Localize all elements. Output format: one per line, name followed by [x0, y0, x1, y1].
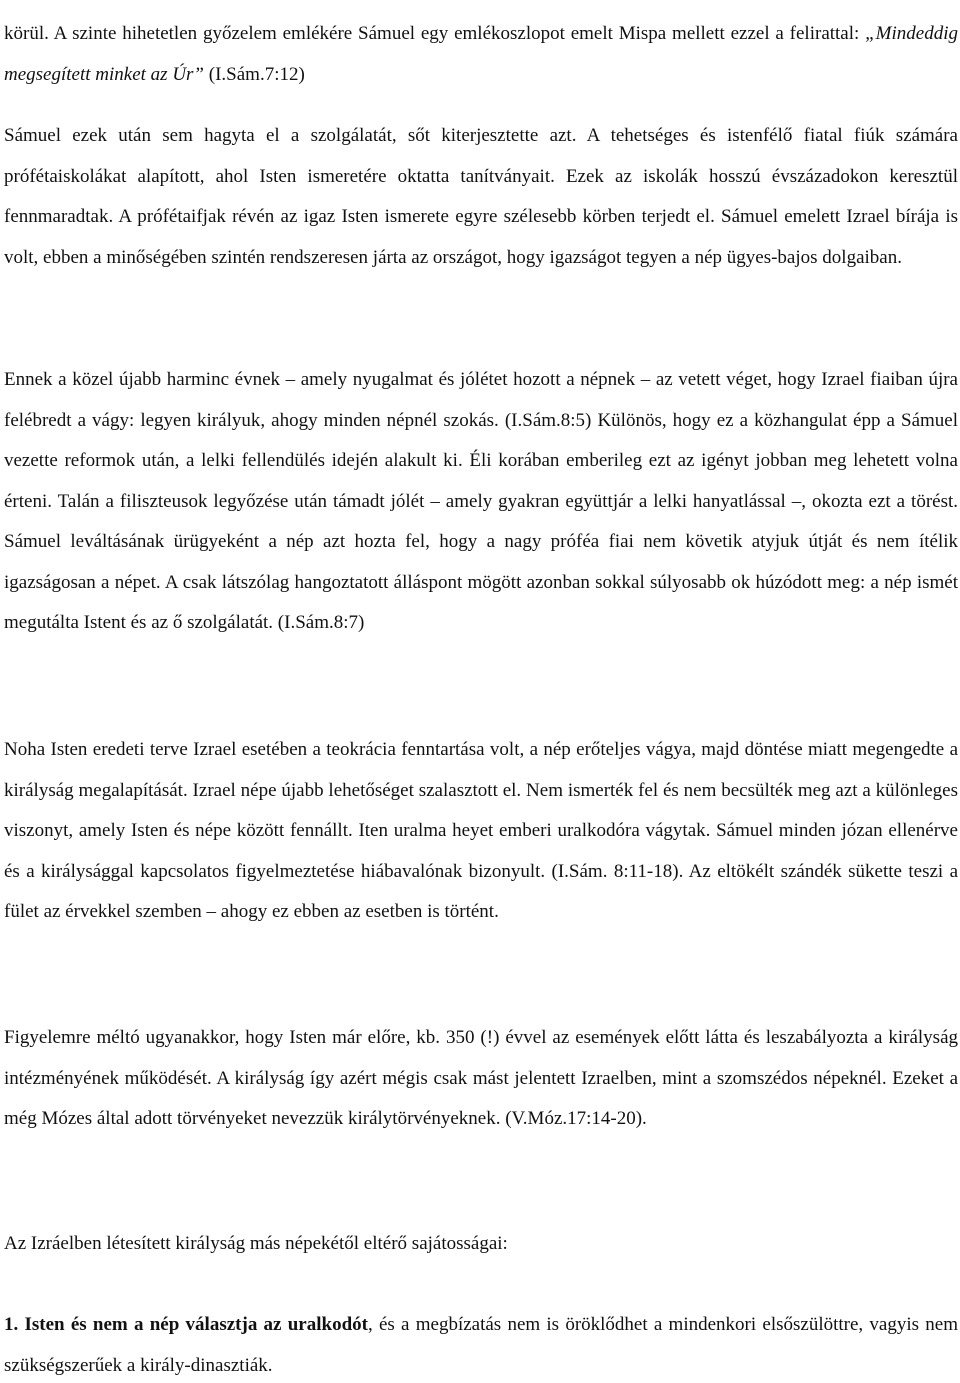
- paragraph-1-quote: „Mindeddig megsegített minket az Úr”: [4, 23, 958, 85]
- paragraph-1-reference: (I.Sám.7:12): [208, 63, 305, 85]
- paragraph-7-text: , és a megbízatás nem is öröklődhet a mindenkori elsőszülöttre, vagyis nem szükségszerűek a király-dinasztiák.: [4, 1314, 958, 1376]
- paragraph-2: Sámuel ezek után sem hagyta el a szolgálatát, sőt kiterjesztette azt. A tehetséges és istenfélő fiatal fiúk számára prófétaiskolákat alapított, ahol Isten ismeretére oktatta tanítványait. Ezek az iskolák hosszú évszázadokon keresztül fennmaradtak. A prófétaifjak révén az igaz Isten ismerete egyre szélesebb körben terjedt el. Sámuel emelett Izrael bírája is volt, ebben a minőségében szintén rendszeresen járta az országot, hogy igazságot tegyen a nép ügyes-bajos dolgaiban.: [4, 125, 958, 268]
- document-page: [4, 0, 958, 1383]
- paragraph-5: Figyelemre méltó ugyanakkor, hogy Isten már előre, kb. 350 (!) évvel az események előtt látta és leszabályozta a királyság intézményének működését. A királyság így azért mégis csak mást jelentett Izraelben, mint a szomszédos népeknél. Ezeket a még Mózes által adott törvényeket nevezzük királytörvényeknek. (V.Móz.17:14-20).: [4, 1027, 958, 1129]
- paragraph-3: Ennek a közel újabb harminc évnek – amely nyugalmat és jólétet hozott a népnek – az vetett véget, hogy Izrael fiaiban újra felébredt a vágy: legyen királyuk, ahogy minden népnél szokás. (I.Sám.8:5) Különös, hogy ez a közhangulat épp a Sámuel vezette reformok után, a lelki fellendülés idején alakult ki. Éli korában emberileg ezt az igényt jobban meg lehetett volna érteni. Talán a filiszteusok legyőzése után támadt jólét – amely gyakran együttjár a lelki hanyatlással –, okozta ezt a törést. Sámuel leváltásának ürügyeként a nép azt hozta fel, hogy a nagy próféa fiai nem követik atyjuk útját és nem ítélik igazságosan a népet. A csak látszólag hangoztatott álláspont mögött azonban sokkal súlyosabb ok húzódott meg: a nép ismét megutálta Istent és az ő szolgálatát. (I.Sám.8:7): [4, 369, 958, 633]
- paragraph-7-bold-lead: 1. Isten és nem a nép választja az uralkodót: [4, 1314, 368, 1335]
- paragraph-4: Noha Isten eredeti terve Izrael esetében a teokrácia fenntartása volt, a nép erőteljes vágya, majd döntése miatt megengedte a királyság megalapítását. Izrael népe újabb lehetőséget szalasztott el. Nem ismerték fel és nem becsülték meg azt a különleges viszonyt, amely Isten és népe között fennállt. Iten uralma heyet emberi uralkodóra vágytak. Sámuel minden józan ellenérve és a királysággal kapcsolatos figyelmeztetése hiábavalónak bizonyult. (I.Sám. 8:11-18). Az eltökélt szándék sükette teszi a fület az érvekkel szemben – ahogy ez ebben az esetben is történt.: [4, 739, 958, 922]
- paragraph-6: Az Izráelben létesített királyság más népekétől eltérő sajátosságai:: [4, 1233, 508, 1254]
- paragraph-1-text: körül. A szinte hihetetlen győzelem emlékére Sámuel egy emlékoszlopot emelt Mispa mellett ezzel a felirattal:: [4, 23, 866, 44]
- paragraph-1: [4, 14, 958, 95]
- paragraph-7: [4, 1305, 958, 1383]
